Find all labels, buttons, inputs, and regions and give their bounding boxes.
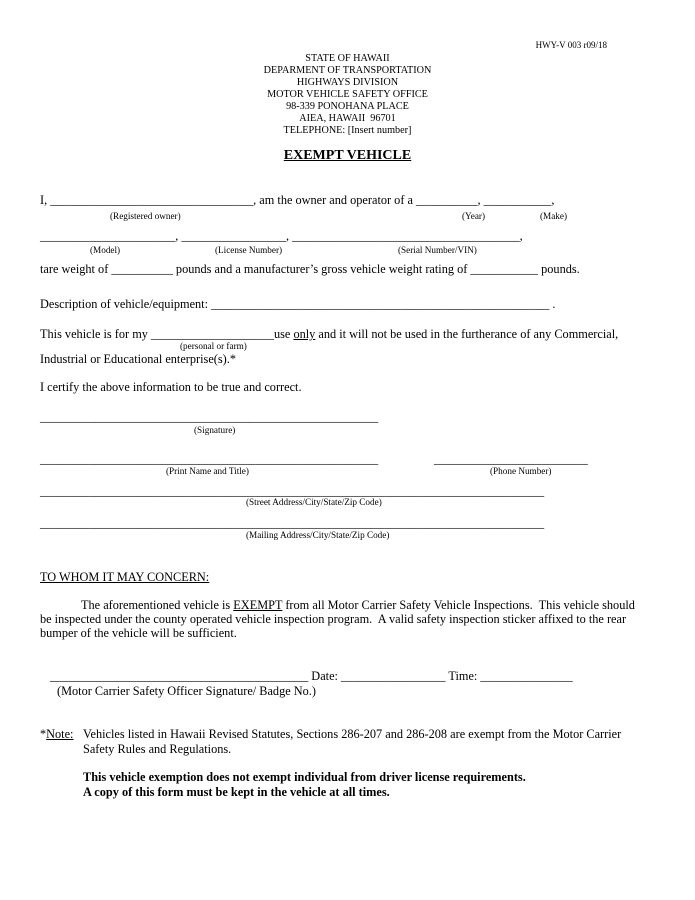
street-address-caption: (Street Address/City/State/Zip Code): [246, 497, 382, 507]
concern-text: The aforementioned vehicle is: [81, 598, 234, 612]
separator: ,: [175, 229, 182, 243]
make-caption: (Make): [540, 211, 568, 221]
header-line: STATE OF HAWAII: [305, 53, 390, 64]
mailing-address-caption: (Mailing Address/City/State/Zip Code): [246, 530, 390, 540]
model-line: [40, 229, 523, 244]
note-label: Note:: [46, 727, 74, 741]
description-field[interactable]: _______________________________________________________: [211, 297, 550, 311]
use-line: [40, 327, 618, 342]
weight-line: [40, 262, 580, 277]
time-label: Time:: [445, 669, 481, 683]
separator: ,: [551, 193, 555, 207]
print-name-caption: (Print Name and Title): [166, 466, 249, 476]
street-address-field[interactable]: __________________________________________________________________________________: [40, 484, 545, 498]
use-text: use: [273, 327, 294, 341]
agency-header: [0, 53, 695, 137]
concern-paragraph-line: [81, 598, 635, 613]
officer-signature-field[interactable]: __________________________________________: [50, 669, 309, 683]
concern-paragraph-line: bumper of the vehicle will be sufficient.: [40, 626, 237, 640]
use-text: and it will not be used in the furtherance of any Commercial,: [315, 327, 619, 341]
date-label: Date:: [308, 669, 342, 683]
description-end: .: [549, 297, 556, 311]
concern-heading: TO WHOM IT MAY CONCERN:: [40, 570, 210, 584]
registered-owner-caption: (Registered owner): [110, 211, 181, 221]
separator: ,: [477, 193, 484, 207]
owner-prefix: I,: [40, 193, 51, 207]
header-line: TELEPHONE: [Insert number]: [283, 125, 412, 136]
note-text-line: Safety Rules and Regulations.: [83, 742, 232, 756]
time-field[interactable]: _______________: [480, 669, 573, 683]
concern-text: from all Motor Carrier Safety Vehicle Inspections. This vehicle should: [282, 598, 635, 612]
weight-text: pounds and a manufacturer’s gross vehicle weight rating of: [172, 262, 471, 276]
exempt-emphasis: EXEMPT: [233, 598, 283, 612]
phone-number-caption: (Phone Number): [490, 466, 552, 476]
mailing-address-field[interactable]: __________________________________________________________________________________: [40, 516, 545, 530]
header-line: MOTOR VEHICLE SAFETY OFFICE: [267, 89, 428, 100]
phone-number-field[interactable]: _________________________: [434, 452, 588, 466]
signature-field[interactable]: _______________________________________________________: [40, 410, 379, 424]
tare-weight-field[interactable]: __________: [111, 262, 173, 276]
certify-statement: I certify the above information to be true and correct.: [40, 380, 302, 394]
weight-text: pounds.: [538, 262, 580, 276]
header-line: HIGHWAYS DIVISION: [296, 77, 399, 88]
note-marker: [40, 727, 73, 742]
description-line: [40, 297, 555, 312]
owner-middle-text: , am the owner and operator of a: [253, 193, 417, 207]
form-title: EXEMPT VEHICLE: [283, 148, 412, 163]
separator: ,: [519, 229, 523, 243]
model-caption: (Model): [90, 245, 121, 255]
personal-farm-caption: (personal or farm): [180, 341, 247, 351]
form-code: HWY-V 003 r09/18: [535, 40, 607, 50]
officer-caption: (Motor Carrier Safety Officer Signature/ Badge No.): [57, 684, 316, 698]
separator: ,: [285, 229, 293, 243]
bold-notice-line: A copy of this form must be kept in the vehicle at all times.: [83, 785, 390, 799]
make-field[interactable]: ___________: [483, 193, 552, 207]
note-star: *: [40, 727, 47, 741]
header-line: DEPARMENT OF TRANSPORTATION: [263, 65, 432, 76]
model-field[interactable]: ______________________: [40, 229, 176, 243]
owner-line: [40, 193, 554, 208]
header-line: AIEA, HAWAII 96701: [299, 113, 396, 124]
year-caption: (Year): [462, 211, 486, 221]
header-line: 98-339 PONOHANA PLACE: [286, 101, 409, 112]
license-number-field[interactable]: _________________: [181, 229, 286, 243]
only-emphasis: only: [293, 327, 316, 341]
year-field[interactable]: __________: [416, 193, 478, 207]
description-label: Description of vehicle/equipment:: [40, 297, 212, 311]
serial-vin-caption: (Serial Number/VIN): [398, 245, 477, 255]
license-number-caption: (License Number): [215, 245, 283, 255]
concern-paragraph-line: be inspected under the county operated vehicle inspection program. A valid safety inspection sticker affixed to the rear: [40, 612, 627, 626]
bold-notice-line: This vehicle exemption does not exempt individual from driver license requirements.: [83, 770, 526, 784]
signature-caption: (Signature): [194, 425, 236, 435]
use-line-continued: Industrial or Educational enterprise(s).*: [40, 352, 236, 366]
registered-owner-field[interactable]: _________________________________: [50, 193, 254, 207]
officer-line: [50, 669, 573, 684]
weight-text: tare weight of: [40, 262, 112, 276]
use-text: This vehicle is for my: [40, 327, 151, 341]
note-text-line: Vehicles listed in Hawaii Revised Statutes, Sections 286-207 and 286-208 are exempt from the Motor Carrier: [83, 727, 622, 741]
serial-vin-field[interactable]: _____________________________________: [292, 229, 520, 243]
date-field[interactable]: _________________: [341, 669, 446, 683]
personal-farm-field[interactable]: ____________________: [151, 327, 274, 341]
gvwr-field[interactable]: ___________: [470, 262, 539, 276]
print-name-field[interactable]: _______________________________________________________: [40, 452, 379, 466]
